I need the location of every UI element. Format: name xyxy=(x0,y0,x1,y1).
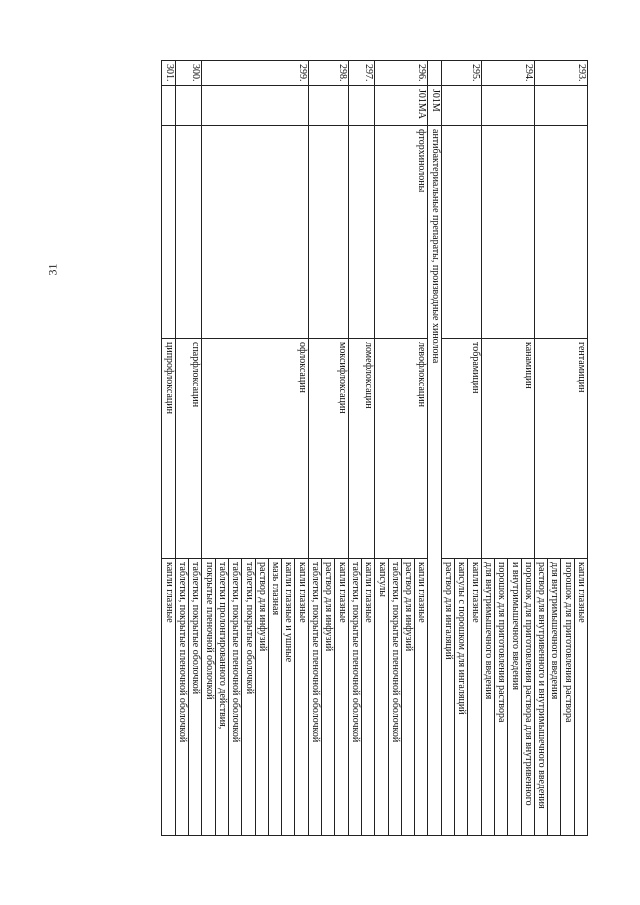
drug-name-cell: тобрамицин xyxy=(441,339,481,559)
atc-code-cell xyxy=(175,86,202,126)
group-name-cell xyxy=(348,126,375,339)
dosage-forms-cell xyxy=(348,559,375,836)
group-name-cell xyxy=(534,126,587,339)
dosage-form-line: таблетки, покрытые пленочной оболочкой xyxy=(310,562,322,743)
drug-table xyxy=(162,60,589,836)
group-name-cell xyxy=(162,126,175,339)
dosage-form-line: порошок для приготовления раствора xyxy=(494,559,507,835)
table-row xyxy=(481,61,534,836)
group-name-cell xyxy=(441,126,481,339)
row-number-cell: 293. xyxy=(534,61,587,86)
drug-name-cell: ципрофлоксацин xyxy=(162,339,175,559)
table-row xyxy=(428,61,441,836)
atc-code-cell: J01MA xyxy=(375,86,428,126)
dosage-form-line: раствор для инфузий xyxy=(401,559,414,835)
dosage-form-line: порошок для приготовления раствора для внутривенного xyxy=(521,559,534,835)
atc-code-cell xyxy=(202,86,308,126)
drug-table-body xyxy=(162,61,588,836)
drug-name-cell: офлоксацин xyxy=(202,339,308,559)
row-number-cell xyxy=(428,61,441,86)
page-number: 31 xyxy=(45,263,60,276)
drug-name-cell: спарфлоксацин xyxy=(175,339,202,559)
dosage-form-line: таблетки, покрытые пленочной оболочкой xyxy=(349,562,361,743)
dosage-form-line: капли глазные xyxy=(334,559,347,835)
row-number-cell: 301. xyxy=(162,61,175,86)
dosage-form-line: раствор для внутривенного и внутримышечного введения xyxy=(536,562,548,809)
dosage-form-line: и внутримышечного введения xyxy=(507,559,520,835)
dosage-form-line: капли глазные xyxy=(361,559,374,835)
atc-code-cell xyxy=(441,86,481,126)
dosage-form-line: для внутримышечного введения xyxy=(482,562,494,700)
group-name-cell xyxy=(175,126,202,339)
dosage-forms-cell xyxy=(175,559,202,836)
atc-code-cell xyxy=(348,86,375,126)
row-number-cell: 295. xyxy=(441,61,481,86)
row-number-cell: 298. xyxy=(308,61,348,86)
atc-code-cell: J01M xyxy=(428,86,441,126)
group-name-cell: антибактериальные препараты, производные хинолона xyxy=(428,126,441,836)
dosage-form-line: мазь глазная xyxy=(268,559,281,835)
dosage-form-line: порошок для приготовления раствора xyxy=(560,559,573,835)
dosage-form-line: таблетки, покрытые оболочкой xyxy=(188,559,201,835)
table-row xyxy=(375,61,428,836)
drug-name-cell: левофлоксацин xyxy=(375,339,428,559)
dosage-form-line: таблетки пролонгированного действия, xyxy=(215,559,228,835)
dosage-forms-cell xyxy=(308,559,348,836)
table-row xyxy=(162,61,175,836)
drug-name-cell: ломефлоксацин xyxy=(348,339,375,559)
dosage-form-line: капли глазные xyxy=(574,559,587,835)
dosage-forms-cell xyxy=(534,559,587,836)
dosage-form-line: капли глазные xyxy=(414,559,427,835)
dosage-form-line: таблетки, покрытые оболочкой xyxy=(241,559,254,835)
table-row xyxy=(441,61,481,836)
table-row xyxy=(175,61,202,836)
row-number-cell: 296. xyxy=(375,61,428,86)
dosage-form-line: таблетки, покрытые пленочной оболочкой xyxy=(177,562,189,743)
table-row xyxy=(202,61,308,836)
atc-code-cell xyxy=(534,86,587,126)
drug-name-cell: моксифлоксацин xyxy=(308,339,348,559)
group-name-cell xyxy=(308,126,348,339)
atc-code-cell xyxy=(308,86,348,126)
dosage-forms-cell xyxy=(441,559,481,836)
dosage-forms-cell xyxy=(481,559,534,836)
dosage-form-line: для внутримышечного введения xyxy=(547,559,560,835)
atc-code-cell xyxy=(481,86,534,126)
table-row xyxy=(534,61,587,836)
dosage-forms-cell xyxy=(162,559,175,836)
group-name-cell xyxy=(202,126,308,339)
group-name-cell xyxy=(481,126,534,339)
table-row xyxy=(308,61,348,836)
dosage-form-line: капсулы с порошком для ингаляций xyxy=(454,559,467,835)
row-number-cell: 294. xyxy=(481,61,534,86)
dosage-form-line: капли глазные xyxy=(294,559,307,835)
dosage-form-line: покрытые пленочной оболочкой xyxy=(203,562,215,700)
drug-name-cell: гентамицин xyxy=(534,339,587,559)
dosage-form-line: раствор для инфузий xyxy=(255,559,268,835)
dosage-form-line: таблетки, покрытые пленочной оболочкой xyxy=(228,559,241,835)
dosage-forms-cell xyxy=(375,559,428,836)
dosage-form-line: капли глазные xyxy=(163,562,175,623)
dosage-form-line: капли глазные и ушные xyxy=(281,559,294,835)
dosage-form-line: раствор для инфузий xyxy=(321,559,334,835)
table-row xyxy=(348,61,375,836)
dosage-form-line: капсулы xyxy=(376,562,388,597)
dosage-form-line: капли глазные xyxy=(467,559,480,835)
drug-name-cell: канамицин xyxy=(481,339,534,559)
group-name-cell: фторхинолоны xyxy=(375,126,428,339)
row-number-cell: 300. xyxy=(175,61,202,86)
rotated-table-container xyxy=(98,60,588,835)
atc-code-cell xyxy=(162,86,175,126)
dosage-form-line: таблетки, покрытые пленочной оболочкой xyxy=(388,559,401,835)
row-number-cell: 299. xyxy=(202,61,308,86)
row-number-cell: 297. xyxy=(348,61,375,86)
dosage-forms-cell xyxy=(202,559,308,836)
dosage-form-line: раствор для ингаляций xyxy=(443,562,455,660)
